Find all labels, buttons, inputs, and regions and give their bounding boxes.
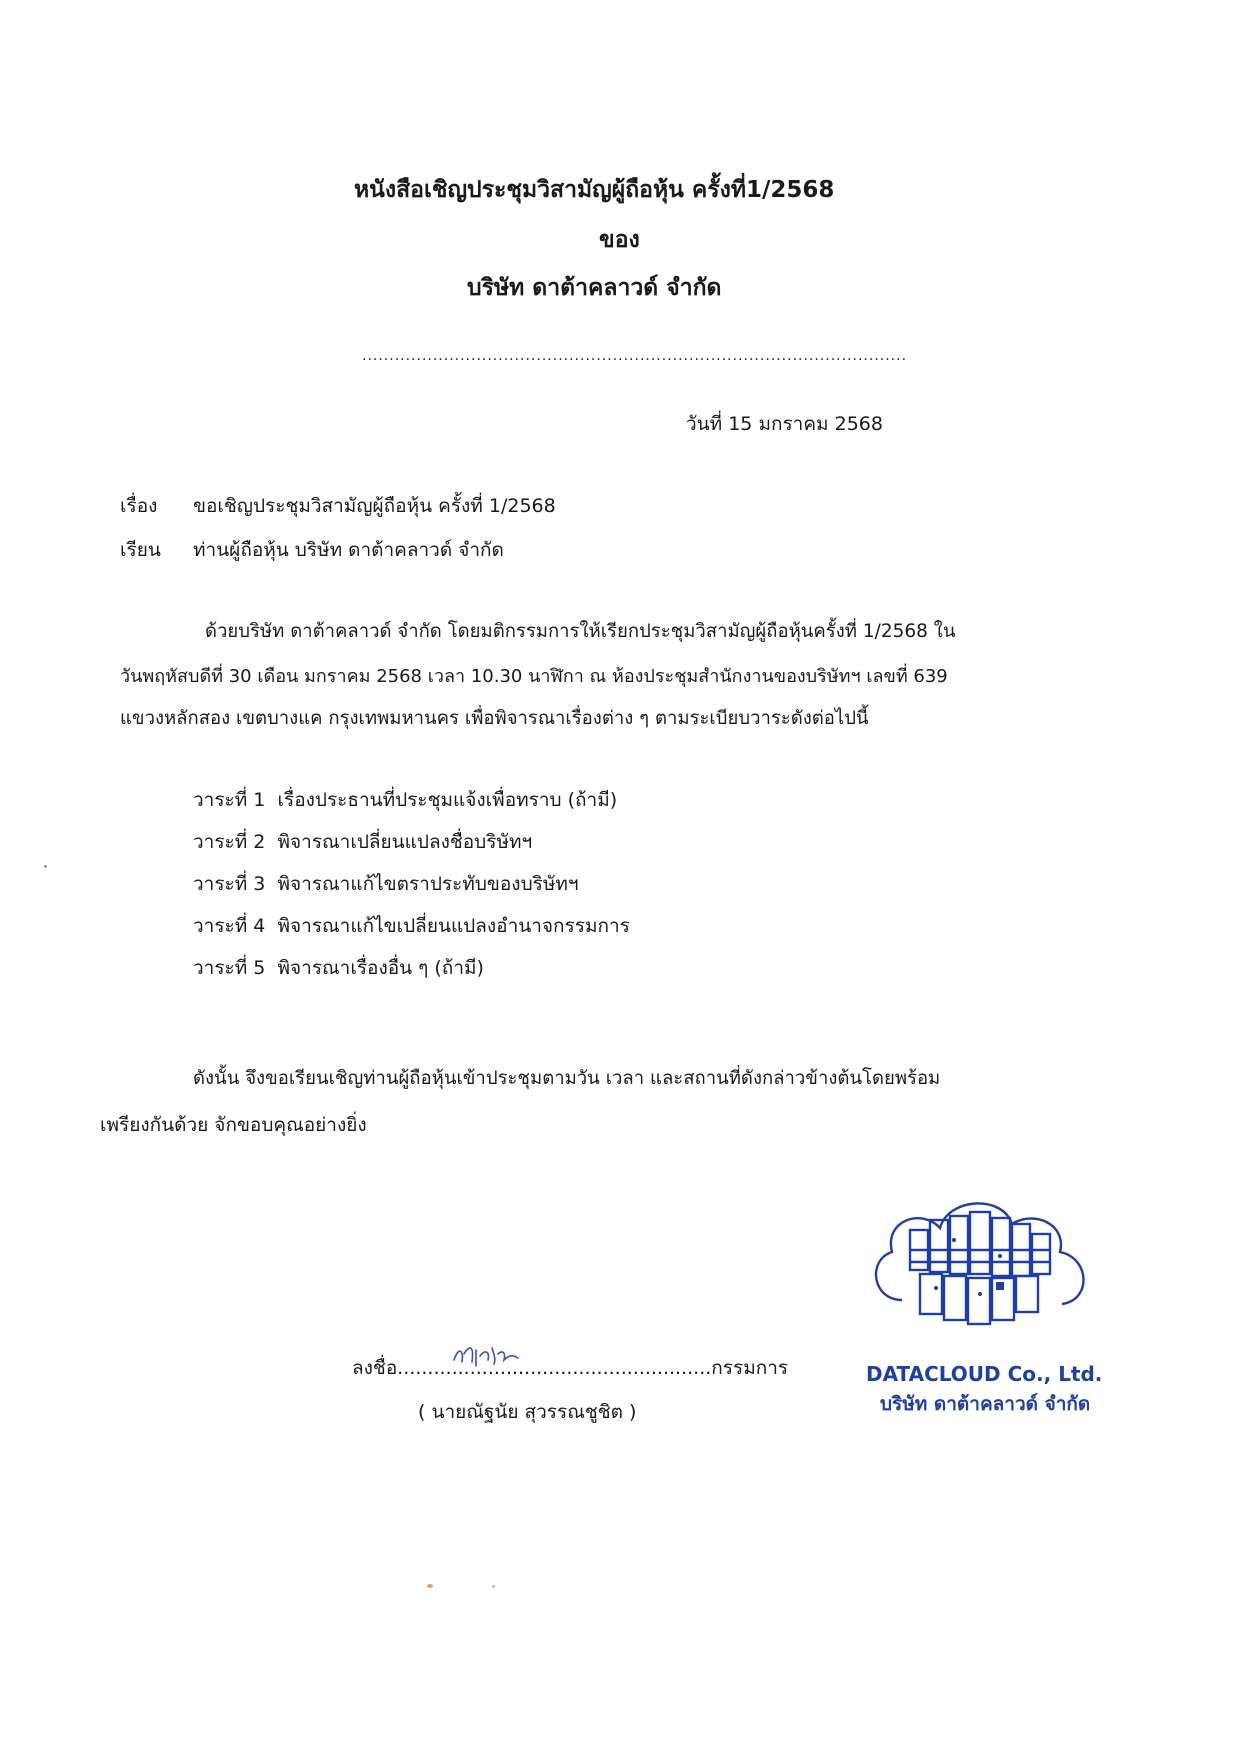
agenda-item-text: พิจารณาแก้ไขเปลี่ยนแปลงอำนาจกรรมการ [277,915,630,937]
agenda-item [193,785,617,815]
agenda-item [193,827,532,857]
handwritten-signature [448,1336,538,1376]
agenda-item-text: พิจารณาแก้ไขตราประทับของบริษัทฯ [277,873,579,895]
signature-dots: .................................................... [397,1357,712,1379]
scan-speck [492,1585,495,1588]
document-company-name: บริษัท ดาต้าคลาวด์ จำกัด [467,275,722,301]
document-title: หนังสือเชิญประชุมวิสามัญผู้ถือหุ้น ครั้งที่1/2568 [354,177,835,203]
agenda-item-label: วาระที่ 4 [193,915,266,937]
company-stamp-icon [862,1190,1097,1355]
agenda-item [193,953,484,983]
signature-line [352,1353,788,1383]
title-separator: .................................................................................................... [362,348,908,364]
stamp-company-en: DATACLOUD Co., Ltd. [866,1362,1103,1386]
agenda-item-label: วาระที่ 2 [193,831,266,853]
closing-line-1: ดังนั้น จึงขอเรียนเชิญท่านผู้ถือหุ้นเข้าประชุมตามวัน เวลา และสถานที่ดังกล่าวข้างต้นโดยพร้อม [193,1068,941,1089]
intro-line-2: วันพฤหัสบดีที่ 30 เดือน มกราคม 2568 เวลา 10.30 นาฬิกา ณ ห้องประชุมสำนักงานของบริษัทฯ เลขที่ 639 [120,666,948,687]
recipient-label: เรียน [120,539,161,561]
agenda-item-label: วาระที่ 3 [193,873,266,895]
agenda-item [193,869,579,899]
scan-speck [44,865,47,868]
agenda-item-label: วาระที่ 1 [193,789,266,811]
closing-line-2: เพรียงกันด้วย จักขอบคุณอย่างยิ่ง [100,1114,367,1136]
recipient-text: ท่านผู้ถือหุ้น บริษัท ดาต้าคลาวด์ จำกัด [193,539,504,561]
subject-label: เรื่อง [120,495,158,517]
scan-speck [427,1584,433,1588]
agenda-item-text: พิจารณาเรื่องอื่น ๆ (ถ้ามี) [277,957,484,979]
agenda-item-label: วาระที่ 5 [193,957,266,979]
stamp-company-th: บริษัท ดาต้าคลาวด์ จำกัด [880,1393,1091,1415]
signer-name: ( นายณัฐนัย สุวรรณชูชิต ) [418,1401,637,1423]
agenda-item-text: พิจารณาเปลี่ยนแปลงชื่อบริษัทฯ [277,831,533,853]
intro-line-3: แขวงหลักสอง เขตบางแค กรุงเทพมหานคร เพื่อพิจารณาเรื่องต่าง ๆ ตามระเบียบวาระดังต่อไปนี้ [120,708,869,729]
document-date: วันที่ 15 มกราคม 2568 [686,413,883,435]
signature-prefix: ลงชื่อ [352,1357,398,1379]
agenda-item-text: เรื่องประธานที่ประชุมแจ้งเพื่อทราบ (ถ้ามี) [277,789,618,811]
document-title-of: ของ [599,227,640,253]
subject-text: ขอเชิญประชุมวิสามัญผู้ถือหุ้น ครั้งที่ 1/2568 [193,495,556,517]
signature-role: กรรมการ [711,1357,789,1379]
intro-line-1: ด้วยบริษัท ดาต้าคลาวด์ จำกัด โดยมติกรรมการให้เรียกประชุมวิสามัญผู้ถือหุ้นครั้งที่ 1/2568 ใน [205,621,956,642]
agenda-item [193,911,630,941]
